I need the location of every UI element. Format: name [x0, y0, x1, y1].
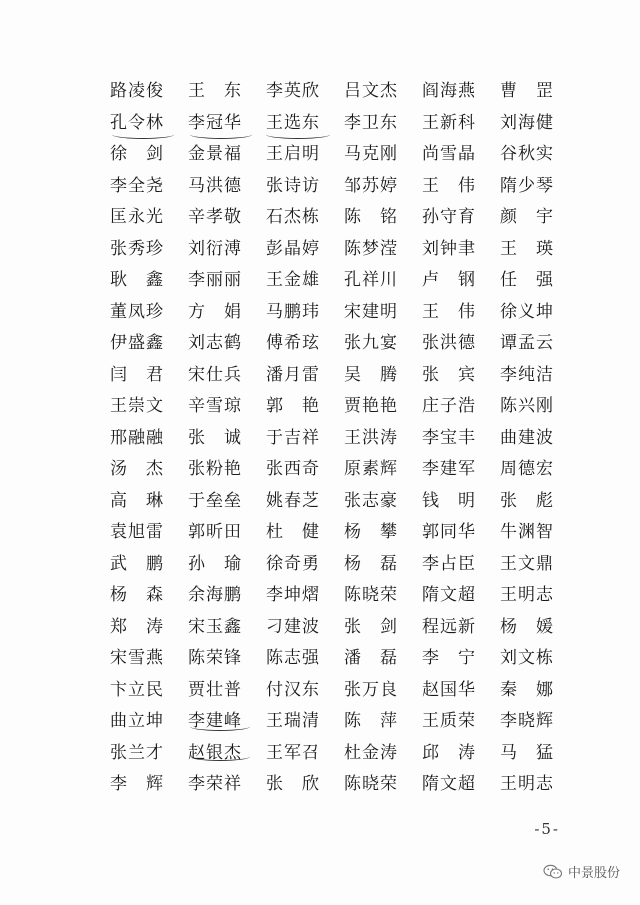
name-entry: 刘文栋: [500, 648, 554, 668]
name-entry: 隋文超: [422, 774, 476, 794]
name-entry: 孙守育: [422, 207, 476, 227]
name-entry: 杨 森: [110, 585, 164, 605]
name-entry: 刘钟聿: [422, 238, 476, 259]
name-entry: 吴 腾: [344, 364, 398, 385]
name-entry: 徐奇勇: [266, 553, 320, 574]
name-entry: 陈晓荣: [344, 774, 398, 794]
name-entry: 石杰栋: [266, 207, 320, 227]
name-entry: 陈志强: [266, 648, 320, 668]
name-entry: 隋文超: [422, 585, 476, 605]
name-entry: 杜金涛: [344, 742, 398, 763]
name-entry: 王 伟: [422, 175, 476, 196]
name-entry: 金景福: [188, 144, 242, 164]
name-entry: 辛雪琼: [188, 396, 242, 416]
name-entry: 刘衍溥: [188, 238, 242, 259]
name-entry: 马 猛: [500, 742, 554, 763]
name-entry: 张九宴: [344, 333, 398, 353]
name-entry: 李 辉: [110, 774, 164, 794]
name-entry: 张诗访: [266, 175, 320, 196]
name-entry: 郭 艳: [266, 396, 320, 416]
name-entry: 颜 宇: [500, 207, 554, 227]
name-entry: 王新科: [422, 112, 476, 133]
name-entry: 张 欣: [266, 774, 320, 794]
name-entry: 钱 明: [422, 490, 476, 511]
name-entry: 周德宏: [500, 459, 554, 479]
name-entry: 张 诚: [188, 427, 242, 448]
name-entry: 秦 娜: [500, 679, 554, 700]
name-entry: 王 瑛: [500, 238, 554, 259]
name-entry: 张西奇: [266, 459, 320, 479]
name-entry: 傅希玹: [266, 333, 320, 353]
name-entry: 伊盛鑫: [110, 333, 164, 353]
name-entry: 武 鹏: [110, 553, 164, 574]
handwritten-underline: [112, 130, 174, 139]
name-entry: 李宝丰: [422, 427, 476, 448]
name-entry: 李 宁: [422, 648, 476, 668]
handwritten-underline: [190, 752, 250, 761]
name-entry: 谭孟云: [500, 333, 554, 353]
name-entry: 张 剑: [344, 616, 398, 637]
name-entry: 杜 健: [266, 522, 320, 542]
name-entry: 方 娟: [188, 301, 242, 322]
name-entry: 李坤熠: [266, 585, 320, 605]
name-entry: 任 强: [500, 270, 554, 290]
name-entry: 陈晓荣: [344, 585, 398, 605]
name-entry: 郭同华: [422, 522, 476, 542]
name-entry: 程远新: [422, 616, 476, 637]
name-entry: 邱 涛: [422, 742, 476, 763]
name-entry: 姚春芝: [266, 490, 320, 511]
name-entry: 庄子浩: [422, 396, 476, 416]
name-entry: 赵国华: [422, 679, 476, 700]
name-entry: 董凤珍: [110, 301, 164, 322]
name-list-grid: [110, 76, 580, 801]
name-entry: 张兰才: [110, 742, 164, 763]
name-entry: 王启明: [266, 144, 320, 164]
name-entry: 邹苏婷: [344, 175, 398, 196]
name-entry: 杨 磊: [344, 553, 398, 574]
handwritten-underline: [190, 722, 250, 731]
name-entry: 吕文杰: [344, 81, 398, 101]
name-entry: 李纯洁: [500, 364, 554, 385]
name-entry: 王 东: [188, 81, 242, 101]
name-entry: 曹 罡: [500, 81, 554, 101]
name-entry: 闫 君: [110, 364, 164, 385]
name-entry: 李建军: [422, 459, 476, 479]
name-entry: 阎海燕: [422, 81, 476, 101]
name-entry: 李荣祥: [188, 774, 242, 794]
name-entry: 尚雪晶: [422, 144, 476, 164]
name-entry: 刘海健: [500, 112, 554, 133]
name-entry: 孔令林: [110, 112, 164, 133]
name-entry: 于吉祥: [266, 427, 320, 448]
name-entry: 孔祥川: [344, 270, 398, 290]
watermark-text: 中景股份: [567, 866, 620, 881]
name-entry: 于垒垒: [188, 490, 242, 511]
name-entry: 原素辉: [344, 459, 398, 479]
name-entry: 张志豪: [344, 490, 398, 511]
name-entry: 赵银杰: [188, 742, 242, 763]
name-entry: 李建峰: [188, 711, 242, 731]
name-entry: 王明志: [500, 774, 554, 794]
wechat-icon: [543, 864, 563, 880]
name-entry: 张 彪: [500, 490, 554, 511]
name-entry: 高 琳: [110, 490, 164, 511]
name-entry: 王质荣: [422, 711, 476, 731]
name-entry: 王 伟: [422, 301, 476, 322]
name-entry: 王选东: [266, 112, 320, 133]
name-entry: 潘月雷: [266, 364, 320, 385]
name-entry: 宋仕兵: [188, 364, 242, 385]
name-entry: 陈荣锋: [188, 648, 242, 668]
name-entry: 刘志鹤: [188, 333, 242, 353]
name-entry: 卢 钢: [422, 270, 476, 290]
name-entry: 王洪涛: [344, 427, 398, 448]
name-entry: 王金雄: [266, 270, 320, 290]
name-entry: 耿 鑫: [110, 270, 164, 290]
page-number: -5-: [534, 820, 560, 838]
watermark: [543, 862, 620, 881]
name-entry: 卞立民: [110, 679, 164, 700]
name-entry: 邢融融: [110, 427, 164, 448]
name-entry: 宋雪燕: [110, 648, 164, 668]
handwritten-underline: [190, 130, 252, 139]
name-entry: 王明志: [500, 585, 554, 605]
name-entry: 潘 磊: [344, 648, 398, 668]
name-entry: 李占臣: [422, 553, 476, 574]
name-entry: 王军召: [266, 742, 320, 763]
name-entry: 谷秋实: [500, 144, 554, 164]
name-entry: 宋玉鑫: [188, 616, 242, 637]
name-entry: 郑 涛: [110, 616, 164, 637]
name-entry: 李英欣: [266, 81, 320, 101]
name-entry: 徐义坤: [500, 301, 554, 322]
name-entry: 李丽丽: [188, 270, 242, 290]
name-entry: 曲立坤: [110, 711, 164, 731]
name-entry: 陈梦滢: [344, 238, 398, 259]
name-entry: 张洪德: [422, 333, 476, 353]
name-entry: 马洪德: [188, 175, 242, 196]
name-entry: 马克刚: [344, 144, 398, 164]
name-entry: 王瑞清: [266, 711, 320, 731]
name-entry: 马鹏玮: [266, 301, 320, 322]
name-entry: 徐 剑: [110, 144, 164, 164]
name-entry: 陈兴刚: [500, 396, 554, 416]
name-entry: 匡永光: [110, 207, 164, 227]
name-entry: 王崇文: [110, 396, 164, 416]
name-entry: 李冠华: [188, 112, 242, 133]
name-entry: 付汉东: [266, 679, 320, 700]
name-entry: 彭晶婷: [266, 238, 320, 259]
name-entry: 余海鹏: [188, 585, 242, 605]
name-entry: 张秀珍: [110, 238, 164, 259]
name-entry: 张粉艳: [188, 459, 242, 479]
name-entry: 杨 攀: [344, 522, 398, 542]
name-entry: 辛孝敬: [188, 207, 242, 227]
name-entry: 李卫东: [344, 112, 398, 133]
name-entry: 杨 媛: [500, 616, 554, 637]
name-entry: 曲建波: [500, 427, 554, 448]
name-entry: 李全尧: [110, 175, 164, 196]
name-entry: 贾艳艳: [344, 396, 398, 416]
name-entry: 贾壮普: [188, 679, 242, 700]
name-entry: 隋少琴: [500, 175, 554, 196]
name-entry: 陈 萍: [344, 711, 398, 731]
name-entry: 张 宾: [422, 364, 476, 385]
name-entry: 李晓辉: [500, 711, 554, 731]
handwritten-underline: [266, 130, 330, 139]
name-entry: 王文鼎: [500, 553, 554, 574]
name-entry: 汤 杰: [110, 459, 164, 479]
name-entry: 路凌俊: [110, 81, 164, 101]
name-entry: 宋建明: [344, 301, 398, 322]
name-entry: 郭昕田: [188, 522, 242, 542]
name-entry: 刁建波: [266, 616, 320, 637]
name-entry: 孙 瑜: [188, 553, 242, 574]
name-entry: 袁旭雷: [110, 522, 164, 542]
name-entry: 陈 铭: [344, 207, 398, 227]
name-entry: 张万良: [344, 679, 398, 700]
name-entry: 牛渊智: [500, 522, 554, 542]
